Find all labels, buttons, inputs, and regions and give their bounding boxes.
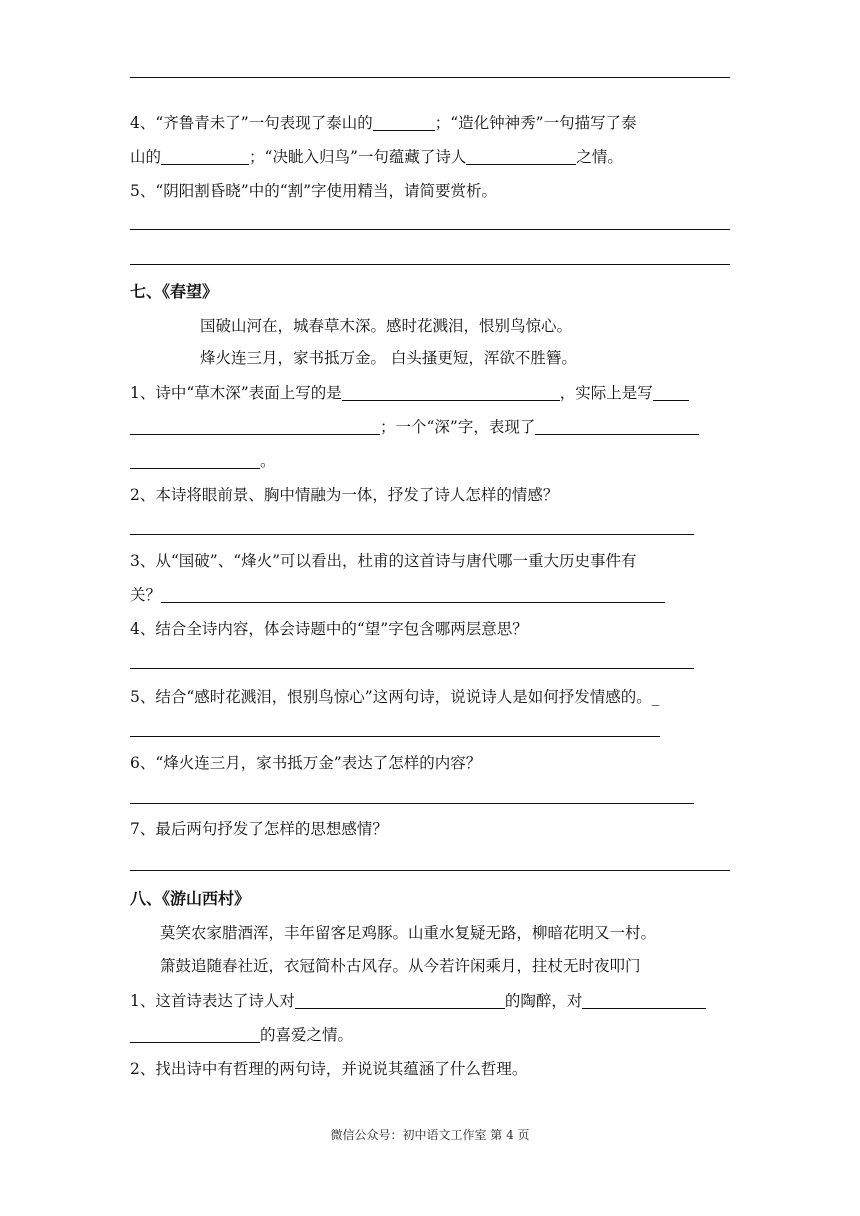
question-text: 。	[260, 452, 276, 470]
question-text: 1、诗中“草木深”表面上写的是	[130, 384, 342, 402]
answer-blank[interactable]	[582, 992, 706, 1009]
answer-line	[130, 264, 730, 265]
question-2: 2、找出诗中有哲理的两句诗，并说说其蕴涵了什么哲理。	[130, 1060, 528, 1078]
question-4-line1	[130, 112, 637, 134]
question-1-line1	[130, 990, 706, 1012]
page-footer: 微信公众号：初中语文工作室 第 4 页	[330, 1128, 530, 1142]
answer-blank[interactable]	[161, 148, 249, 165]
answer-blank[interactable]	[653, 384, 689, 401]
question-text: 的喜爱之情。	[260, 1026, 354, 1044]
poem-line: 国破山河在，城春草木深。感时花溅泪，恨别鸟惊心。	[200, 317, 573, 335]
answer-blank[interactable]	[342, 384, 560, 401]
question-text: 的陶醉，对	[504, 992, 583, 1010]
question-5: 5、“阴阳割昏晓”中的“割”字使用精当，请简要赏析。	[130, 182, 498, 200]
question-7: 7、最后两句抒发了怎样的思想感情？	[130, 820, 388, 838]
question-2: 2、本诗将眼前景、胸中情融为一体，抒发了诗人怎样的情感？	[130, 486, 559, 504]
answer-line	[130, 870, 730, 871]
question-text: 关？	[130, 586, 162, 604]
question-4-line2	[130, 146, 623, 168]
question-1-line2	[130, 1024, 353, 1046]
answer-blank[interactable]	[130, 1026, 260, 1043]
question-text: ；一个“深”字，表现了	[380, 418, 536, 436]
question-1-line3	[130, 450, 276, 472]
question-1-line1	[130, 382, 689, 404]
answer-line	[130, 736, 660, 737]
answer-line	[130, 803, 694, 804]
question-text: 4、“齐鲁青未了”一句表现了泰山的	[130, 114, 373, 132]
question-5: 5、结合“感时花溅泪，恨别鸟惊心”这两句诗，说说诗人是如何抒发情感的。_	[130, 688, 660, 706]
question-3-line1: 3、从“国破”、“烽火”可以看出，杜甫的这首诗与唐代哪一重大历史事件有	[130, 552, 637, 570]
question-1-line2	[130, 416, 699, 438]
poem-line: 箫鼓追随春社近，衣冠简朴古风存。从今若许闲乘月，拄杖无时夜叩门	[160, 957, 641, 975]
poem-line: 莫笑农家腊酒浑，丰年留客足鸡豚。山重水复疑无路，柳暗花明又一村。	[160, 924, 657, 942]
answer-blank[interactable]	[373, 114, 435, 131]
question-text: ；“决眦入归鸟”一句蕴藏了诗人	[249, 148, 467, 166]
question-6: 6、“烽火连三月，家书抵万金”表达了怎样的内容？	[130, 754, 482, 772]
poem-line: 烽火连三月，家书抵万金。 白头搔更短，浑欲不胜簪。	[200, 349, 577, 367]
question-text: 1、这首诗表达了诗人对	[130, 992, 295, 1010]
answer-line	[130, 534, 694, 535]
question-text: 山的	[130, 148, 162, 166]
question-text: ；“造化钟神秀”一句描写了泰	[434, 114, 637, 132]
answer-blank[interactable]	[130, 418, 380, 435]
question-text: ，实际上是写	[559, 384, 653, 402]
section-heading: 八、《游山西村》	[130, 889, 251, 908]
answer-line	[130, 229, 730, 230]
answer-blank[interactable]	[130, 452, 260, 469]
question-3-line2	[130, 584, 665, 606]
question-4: 4、结合全诗内容，体会诗题中的“望”字包含哪两层意思？	[130, 620, 528, 638]
question-text: 之情。	[576, 148, 623, 166]
answer-blank[interactable]	[535, 418, 699, 435]
answer-blank[interactable]	[161, 586, 665, 603]
answer-blank[interactable]	[466, 148, 576, 165]
section-heading: 七、《春望》	[130, 282, 219, 301]
answer-line	[130, 77, 730, 78]
answer-line	[130, 668, 694, 669]
answer-blank[interactable]	[295, 992, 505, 1009]
